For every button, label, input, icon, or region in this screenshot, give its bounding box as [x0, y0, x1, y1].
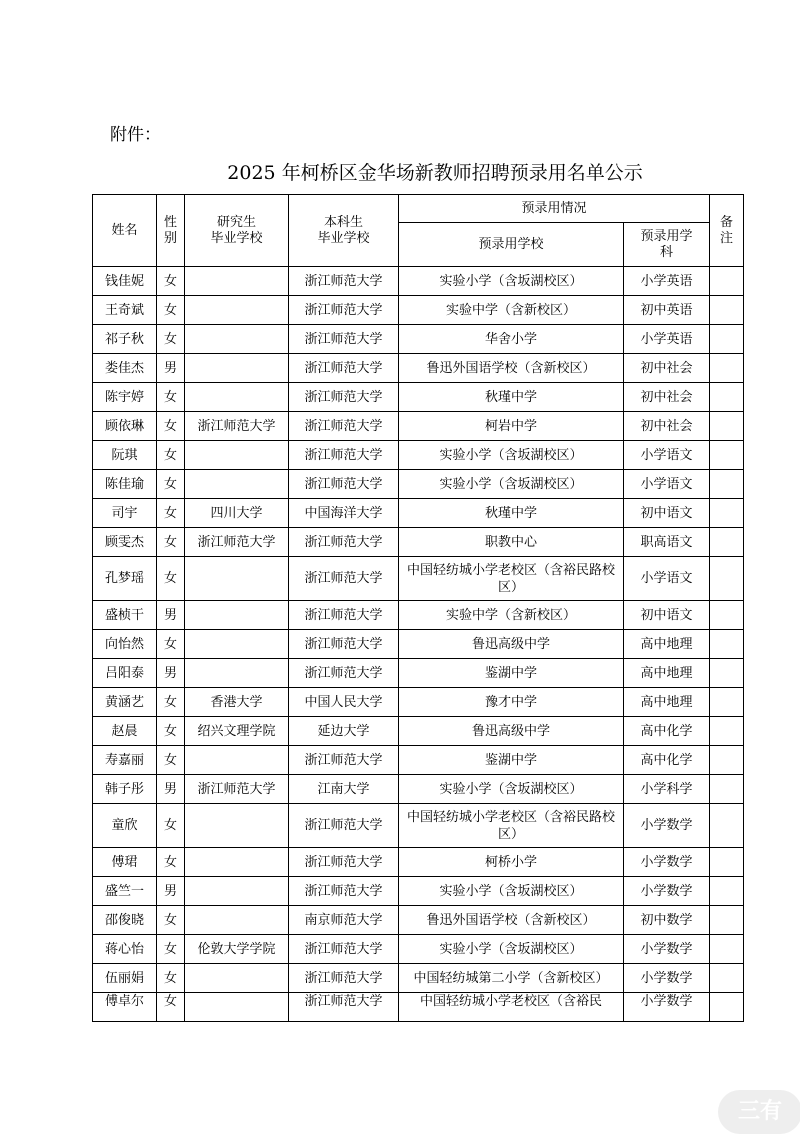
cell-placement-subject: 小学英语 [624, 267, 710, 296]
cell-grad-school [185, 630, 289, 659]
cell-name: 傅珺 [93, 848, 157, 877]
cell-grad-school [185, 470, 289, 499]
cell-placement-school: 实验小学（含坂湖校区） [399, 877, 624, 906]
cell-remark [710, 848, 744, 877]
cell-placement-subject: 高中地理 [624, 659, 710, 688]
cell-undergrad-school: 中国海洋大学 [289, 499, 399, 528]
cell-remark [710, 877, 744, 906]
cell-undergrad-school: 浙江师范大学 [289, 659, 399, 688]
cell-undergrad-school: 浙江师范大学 [289, 267, 399, 296]
cell-placement-school: 鲁迅高级中学 [399, 717, 624, 746]
cell-undergrad-school: 浙江师范大学 [289, 848, 399, 877]
cell-undergrad-school: 浙江师范大学 [289, 964, 399, 993]
cell-grad-school [185, 267, 289, 296]
cell-placement-subject: 初中语文 [624, 601, 710, 630]
cell-undergrad-school: 浙江师范大学 [289, 746, 399, 775]
cell-placement-subject: 初中数学 [624, 906, 710, 935]
cell-name: 盛桢干 [93, 601, 157, 630]
cell-remark [710, 296, 744, 325]
cell-name: 向怡然 [93, 630, 157, 659]
cell-name: 童欣 [93, 804, 157, 848]
cell-remark [710, 325, 744, 354]
cell-gender: 女 [157, 267, 185, 296]
cell-remark [710, 354, 744, 383]
cell-name: 孔梦瑶 [93, 557, 157, 601]
cell-name: 吕阳泰 [93, 659, 157, 688]
cell-gender: 女 [157, 557, 185, 601]
table-row [93, 877, 744, 906]
cell-placement-subject: 高中地理 [624, 688, 710, 717]
cell-name: 伍丽娟 [93, 964, 157, 993]
cell-placement-school: 鲁迅高级中学 [399, 630, 624, 659]
table-row [93, 848, 744, 877]
cell-placement-subject: 小学语文 [624, 557, 710, 601]
cell-remark [710, 746, 744, 775]
cell-placement-school: 实验小学（含坂湖校区） [399, 470, 624, 499]
cell-placement-subject: 小学科学 [624, 775, 710, 804]
cell-remark [710, 717, 744, 746]
cell-undergrad-school: 浙江师范大学 [289, 470, 399, 499]
cell-grad-school [185, 441, 289, 470]
cell-placement-school: 鲁迅外国语学校（含新校区） [399, 354, 624, 383]
header-remarks: 备 注 [710, 195, 744, 267]
table-row [93, 746, 744, 775]
cell-undergrad-school: 浙江师范大学 [289, 296, 399, 325]
cell-placement-subject: 初中英语 [624, 296, 710, 325]
cell-name: 黄涵艺 [93, 688, 157, 717]
cell-name: 傅卓尔 [93, 993, 157, 1022]
cell-gender: 男 [157, 659, 185, 688]
cell-placement-school: 中国轻纺城小学老校区（含裕民 [399, 993, 624, 1022]
cell-gender: 女 [157, 383, 185, 412]
cell-placement-subject: 高中地理 [624, 630, 710, 659]
cell-name: 祁子秋 [93, 325, 157, 354]
cell-placement-subject: 小学数学 [624, 964, 710, 993]
cell-grad-school: 浙江师范大学 [185, 412, 289, 441]
candidate-table [92, 194, 744, 1022]
cell-name: 陈宇婷 [93, 383, 157, 412]
cell-undergrad-school: 浙江师范大学 [289, 441, 399, 470]
table-row [93, 775, 744, 804]
cell-placement-subject: 初中社会 [624, 354, 710, 383]
cell-undergrad-school: 浙江师范大学 [289, 804, 399, 848]
cell-placement-subject: 小学数学 [624, 993, 710, 1022]
table-row [93, 441, 744, 470]
cell-undergrad-school: 中国人民大学 [289, 688, 399, 717]
table-row [93, 412, 744, 441]
cell-grad-school: 浙江师范大学 [185, 775, 289, 804]
table-row [93, 601, 744, 630]
cell-placement-school: 秋瑾中学 [399, 499, 624, 528]
cell-grad-school [185, 659, 289, 688]
cell-remark [710, 906, 744, 935]
cell-placement-subject: 小学英语 [624, 325, 710, 354]
cell-placement-school: 实验小学（含坂湖校区） [399, 775, 624, 804]
table-row [93, 557, 744, 601]
cell-placement-subject: 小学数学 [624, 848, 710, 877]
cell-grad-school [185, 325, 289, 354]
cell-remark [710, 470, 744, 499]
cell-placement-subject: 小学语文 [624, 470, 710, 499]
cell-placement-subject: 小学数学 [624, 877, 710, 906]
cell-gender: 女 [157, 746, 185, 775]
cell-placement-subject: 职高语文 [624, 528, 710, 557]
cell-placement-school: 鉴湖中学 [399, 746, 624, 775]
cell-remark [710, 804, 744, 848]
cell-placement-school: 豫才中学 [399, 688, 624, 717]
cell-undergrad-school: 浙江师范大学 [289, 877, 399, 906]
cell-placement-school: 实验中学（含新校区） [399, 296, 624, 325]
cell-name: 邵俊晓 [93, 906, 157, 935]
cell-remark [710, 601, 744, 630]
cell-placement-school: 中国轻纺城小学老校区（含裕民路校区） [399, 557, 624, 601]
cell-remark [710, 441, 744, 470]
cell-undergrad-school: 浙江师范大学 [289, 325, 399, 354]
cell-name: 钱佳妮 [93, 267, 157, 296]
table-row [93, 325, 744, 354]
cell-grad-school: 香港大学 [185, 688, 289, 717]
table-row [93, 296, 744, 325]
cell-placement-subject: 高中化学 [624, 746, 710, 775]
table-row [93, 717, 744, 746]
cell-undergrad-school: 浙江师范大学 [289, 354, 399, 383]
header-grad-school: 研究生 毕业学校 [185, 195, 289, 267]
header-placement-subject: 预录用学 科 [624, 223, 710, 267]
cell-name: 顾雯杰 [93, 528, 157, 557]
cell-gender: 女 [157, 412, 185, 441]
cell-gender: 女 [157, 296, 185, 325]
cell-remark [710, 630, 744, 659]
table-row [93, 470, 744, 499]
cell-placement-school: 实验中学（含新校区） [399, 601, 624, 630]
cell-undergrad-school: 浙江师范大学 [289, 993, 399, 1022]
cell-remark [710, 557, 744, 601]
cell-undergrad-school: 江南大学 [289, 775, 399, 804]
cell-gender: 男 [157, 601, 185, 630]
cell-remark [710, 775, 744, 804]
cell-placement-school: 秋瑾中学 [399, 383, 624, 412]
cell-placement-school: 柯岩中学 [399, 412, 624, 441]
cell-undergrad-school: 浙江师范大学 [289, 412, 399, 441]
cell-name: 王奇斌 [93, 296, 157, 325]
cell-placement-school: 中国轻纺城第二小学（含新校区） [399, 964, 624, 993]
cell-gender: 女 [157, 717, 185, 746]
cell-placement-subject: 小学语文 [624, 441, 710, 470]
cell-name: 娄佳杰 [93, 354, 157, 383]
cell-gender: 女 [157, 441, 185, 470]
cell-remark [710, 499, 744, 528]
cell-remark [710, 659, 744, 688]
cell-grad-school [185, 557, 289, 601]
cell-remark [710, 383, 744, 412]
cell-grad-school: 伦敦大学学院 [185, 935, 289, 964]
table-row [93, 630, 744, 659]
cell-grad-school [185, 804, 289, 848]
cell-name: 赵晨 [93, 717, 157, 746]
cell-undergrad-school: 浙江师范大学 [289, 557, 399, 601]
cell-gender: 男 [157, 775, 185, 804]
cell-grad-school [185, 354, 289, 383]
cell-placement-school: 华舍小学 [399, 325, 624, 354]
cell-placement-school: 中国轻纺城小学老校区（含裕民路校区） [399, 804, 624, 848]
cell-gender: 女 [157, 528, 185, 557]
cell-remark [710, 412, 744, 441]
cell-grad-school [185, 877, 289, 906]
cell-undergrad-school: 南京师范大学 [289, 906, 399, 935]
cell-placement-school: 实验小学（含坂湖校区） [399, 441, 624, 470]
table-row [93, 528, 744, 557]
document-title: 2025 年柯桥区金华场新教师招聘预录用名单公示 [227, 162, 643, 184]
cell-placement-subject: 初中社会 [624, 412, 710, 441]
cell-remark [710, 267, 744, 296]
header-gender: 性 别 [157, 195, 185, 267]
cell-placement-school: 鉴湖中学 [399, 659, 624, 688]
cell-name: 韩子彤 [93, 775, 157, 804]
cell-gender: 女 [157, 499, 185, 528]
cell-name: 顾依琳 [93, 412, 157, 441]
cell-undergrad-school: 浙江师范大学 [289, 383, 399, 412]
cell-placement-subject: 小学数学 [624, 935, 710, 964]
cell-placement-school: 鲁迅外国语学校（含新校区） [399, 906, 624, 935]
cell-gender: 女 [157, 325, 185, 354]
table-row [93, 659, 744, 688]
cell-gender: 女 [157, 470, 185, 499]
cell-undergrad-school: 浙江师范大学 [289, 601, 399, 630]
cell-name: 蒋心怡 [93, 935, 157, 964]
cell-placement-subject: 高中化学 [624, 717, 710, 746]
cell-grad-school: 浙江师范大学 [185, 528, 289, 557]
cell-remark [710, 964, 744, 993]
cell-grad-school [185, 993, 289, 1022]
attachment-label: 附件： [110, 125, 161, 145]
cell-grad-school [185, 964, 289, 993]
header-name: 姓名 [93, 195, 157, 267]
cell-gender: 女 [157, 848, 185, 877]
cell-undergrad-school: 浙江师范大学 [289, 528, 399, 557]
cell-grad-school: 绍兴文理学院 [185, 717, 289, 746]
cell-remark [710, 528, 744, 557]
cell-gender: 女 [157, 935, 185, 964]
cell-grad-school [185, 296, 289, 325]
table-row [93, 499, 744, 528]
cell-gender: 女 [157, 630, 185, 659]
cell-grad-school [185, 906, 289, 935]
cell-gender: 男 [157, 354, 185, 383]
cell-gender: 女 [157, 906, 185, 935]
cell-placement-subject: 初中语文 [624, 499, 710, 528]
header-undergrad-school: 本科生 毕业学校 [289, 195, 399, 267]
cell-undergrad-school: 浙江师范大学 [289, 935, 399, 964]
table-row [93, 964, 744, 993]
cell-grad-school [185, 848, 289, 877]
table-row [93, 804, 744, 848]
header-placement-school: 预录用学校 [399, 223, 624, 267]
watermark-badge: 三有 [718, 1090, 800, 1134]
cell-placement-school: 实验小学（含坂湖校区） [399, 267, 624, 296]
cell-gender: 男 [157, 877, 185, 906]
cell-grad-school [185, 601, 289, 630]
cell-remark [710, 993, 744, 1022]
cell-gender: 女 [157, 804, 185, 848]
cell-grad-school [185, 383, 289, 412]
table-row [93, 354, 744, 383]
cell-undergrad-school: 浙江师范大学 [289, 630, 399, 659]
cell-name: 阮琪 [93, 441, 157, 470]
cell-placement-subject: 小学数学 [624, 804, 710, 848]
cell-name: 司宇 [93, 499, 157, 528]
cell-name: 盛竺一 [93, 877, 157, 906]
cell-placement-school: 实验小学（含坂湖校区） [399, 935, 624, 964]
cell-placement-school: 柯桥小学 [399, 848, 624, 877]
cell-remark [710, 688, 744, 717]
cell-name: 陈佳瑜 [93, 470, 157, 499]
table-row [93, 383, 744, 412]
cell-gender: 女 [157, 964, 185, 993]
cell-remark [710, 935, 744, 964]
table-row [93, 906, 744, 935]
cell-placement-subject: 初中社会 [624, 383, 710, 412]
table-row [93, 688, 744, 717]
cell-placement-school: 职教中心 [399, 528, 624, 557]
table-row [93, 267, 744, 296]
table-row [93, 935, 744, 964]
cell-name: 寿嘉丽 [93, 746, 157, 775]
cell-gender: 女 [157, 688, 185, 717]
cell-undergrad-school: 延边大学 [289, 717, 399, 746]
cell-grad-school: 四川大学 [185, 499, 289, 528]
cell-grad-school [185, 746, 289, 775]
header-placement-group: 预录用情况 [399, 195, 710, 223]
cell-gender: 女 [157, 993, 185, 1022]
table-row [93, 993, 744, 1022]
